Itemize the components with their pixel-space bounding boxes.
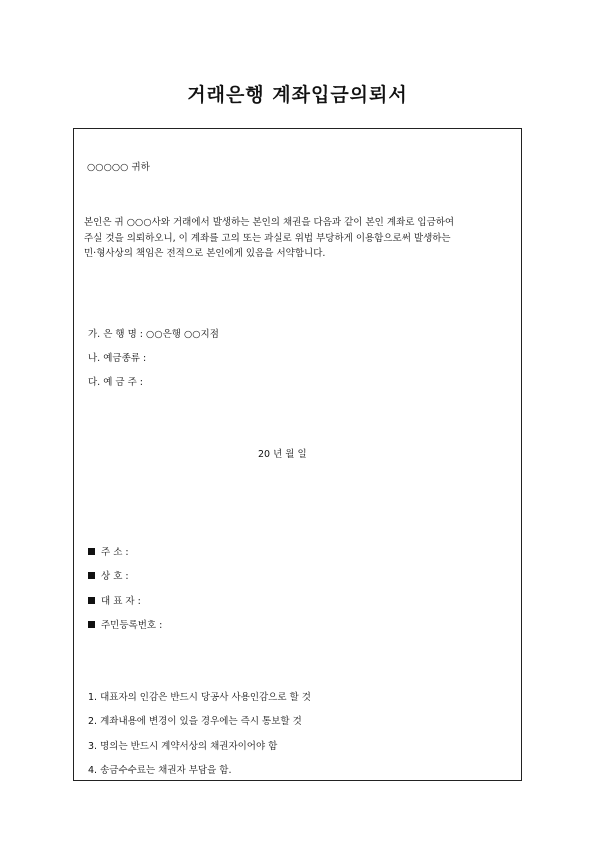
bullet-square-icon bbox=[88, 621, 95, 628]
address-field: 주 소 : bbox=[88, 547, 129, 559]
deposit-type-field: 나. 예금종류 : bbox=[88, 353, 147, 364]
resident-number-field: 주민등록번호 : bbox=[88, 620, 162, 632]
pledge-line-3: 민·형사상의 책임은 전적으로 본인에게 있음을 서약합니다. bbox=[84, 248, 326, 259]
note-item: 2. 계좌내용에 변경이 있을 경우에는 즉시 통보할 것 bbox=[88, 716, 302, 727]
company-field: 상 호 : bbox=[88, 571, 129, 583]
note-item: 3. 명의는 반드시 계약서상의 채권자이어야 함 bbox=[88, 741, 278, 752]
pledge-line-2: 주실 것을 의뢰하오니, 이 계좌를 고의 또는 과실로 위법 부당하게 이용함으로써 발생하는 bbox=[84, 232, 451, 244]
bullet-square-icon bbox=[88, 572, 95, 579]
bullet-square-icon bbox=[88, 597, 95, 604]
note-item: 1. 대표자의 인감은 반드시 당공사 사용인감으로 할 것 bbox=[88, 692, 311, 703]
document-title: 거래은행 계좌입금의뢰서 bbox=[187, 84, 408, 106]
pledge-paragraph bbox=[84, 215, 514, 262]
bullet-square-icon bbox=[88, 548, 95, 555]
representative-field: 대 표 자 : bbox=[88, 596, 141, 608]
bank-name-field: 가. 은 행 명 : ○○은행 ○○지점 bbox=[88, 329, 219, 340]
recipient-line: ○○○○○ 귀하 bbox=[87, 162, 150, 173]
note-item: 4. 송금수수료는 채권자 부담을 함. bbox=[88, 765, 232, 776]
date-line: 20 년 월 일 bbox=[258, 449, 307, 460]
pledge-line-1: 본인은 귀 ○○○사와 거래에서 발생하는 본인의 채권을 다음과 같이 본인 계좌로 입금하여 bbox=[84, 217, 455, 228]
account-holder-field: 다. 예 금 주 : bbox=[88, 377, 144, 388]
